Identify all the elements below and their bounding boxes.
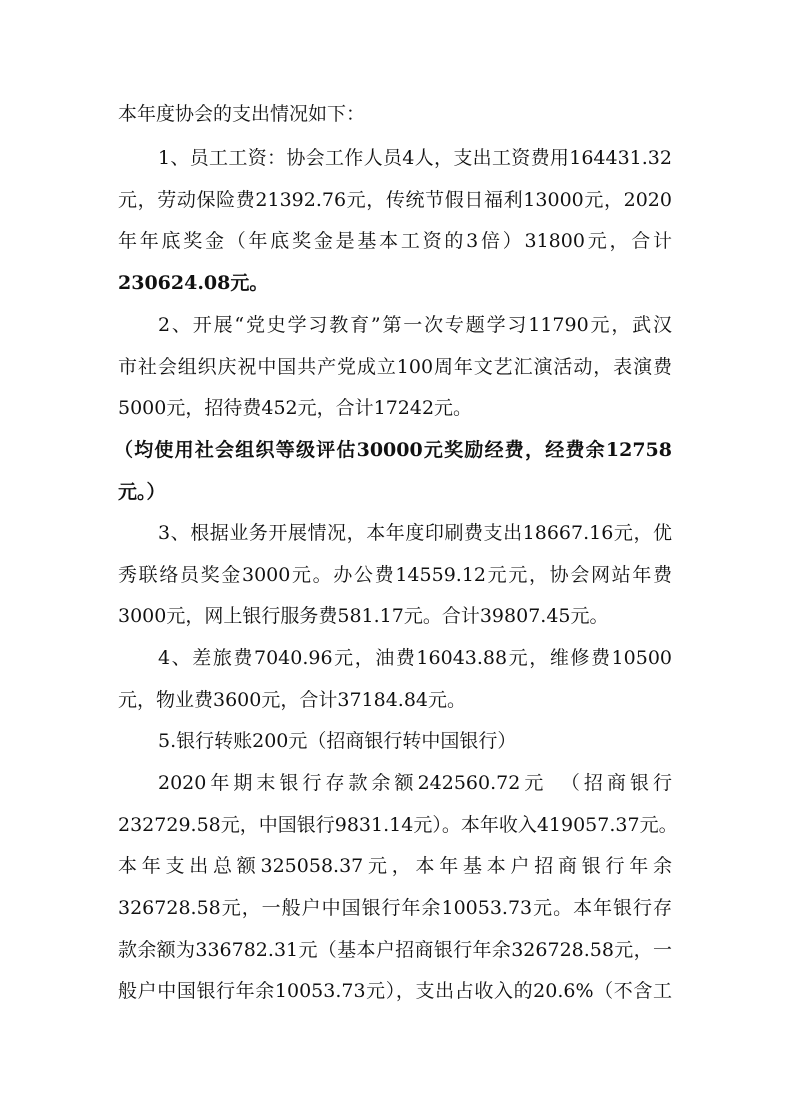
- item3-line2: 秀联络员奖金3000元。办公费14559.12元元，协会网站年费: [118, 564, 672, 586]
- summary-line4: 326728.58元，一般户中国银行年余10053.73元。本年银行存: [118, 897, 672, 919]
- summary-line5: 款余额为336782.31元（基本户招商银行年余326728.58元，一: [118, 939, 672, 961]
- item1-line2: 元，劳动保险费21392.76元，传统节假日福利13000元，2020: [118, 189, 672, 211]
- item4-line1: 4、差旅费7040.96元，油费16043.88元，维修费10500: [158, 647, 672, 669]
- summary-line2: 232729.58元，中国银行9831.14元）。本年收入419057.37元。: [118, 814, 678, 836]
- item5-line1: 5.银行转账200元（招商银行转中国银行）: [158, 730, 517, 752]
- summary-line3: 本年支出总额325058.37元，本年基本户招商银行年余: [118, 855, 672, 877]
- item2-line1: 2、开展“党史学习教育”第一次专题学习11790元，武汉: [158, 314, 672, 336]
- summary-line1: 2020年期末银行存款余额242560.72元 （招商银行: [158, 772, 672, 794]
- item1-line3: 年年底奖金（年底奖金是基本工资的3倍）31800元，合计: [118, 230, 672, 252]
- note-line2: 元。）: [118, 481, 166, 503]
- item4-line2: 元，物业费3600元，合计37184.84元。: [118, 689, 467, 711]
- summary-line6: 般户中国银行年余10053.73元），支出占收入的20.6%（不含工: [118, 980, 672, 1002]
- note-line1: （均使用社会组织等级评估30000元奖励经费，经费余12758: [114, 439, 672, 461]
- intro-text: 本年度协会的支出情况如下：: [118, 103, 366, 125]
- item2-line3: 5000元，招待费452元，合计17242元。: [118, 397, 473, 419]
- item3-line1: 3、根据业务开展情况，本年度印刷费支出18667.16元，优: [158, 522, 672, 544]
- item3-line3: 3000元，网上银行服务费581.17元。合计39807.45元。: [118, 605, 609, 627]
- item1-line4: 230624.08元。: [118, 272, 269, 294]
- item1-line1: 1、员工工资：协会工作人员4人，支出工资费用164431.32: [158, 147, 672, 169]
- item2-line2: 市社会组织庆祝中国共产党成立100周年文艺汇演活动，表演费: [118, 356, 672, 378]
